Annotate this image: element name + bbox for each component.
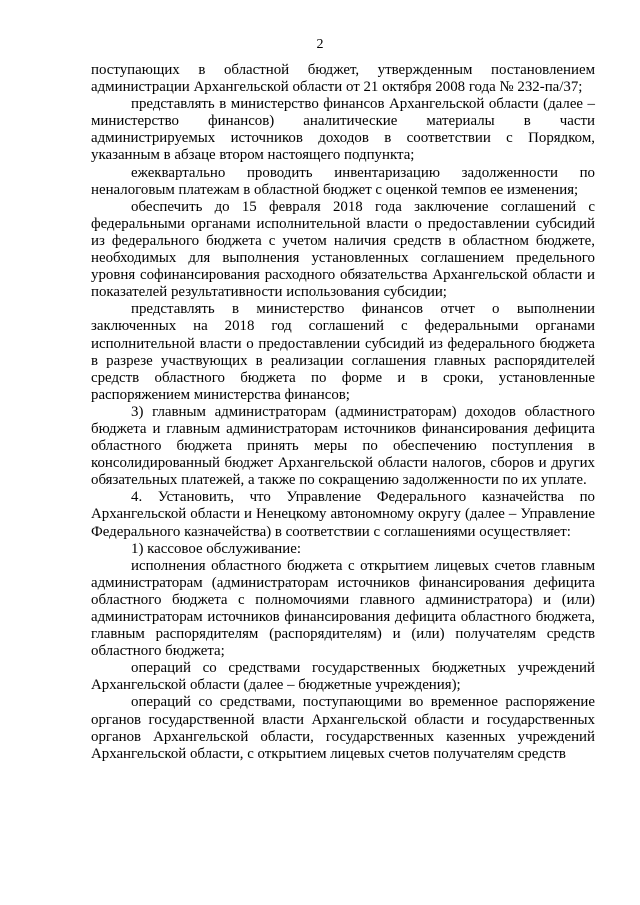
paragraph: обеспечить до 15 февраля 2018 года заключение соглашений с федеральными органами исполнительной власти о предоставлении субсидий из федерального бюджета с учетом наличия средств в областном бюджете, необходимых для выполнения установленных соглашением предельного уровня софинансирования расходного обязательства Архангельской области и показателей результативности использования субсидии; bbox=[91, 198, 595, 301]
paragraph: операций со средствами государственных бюджетных учреждений Архангельской области (далее – бюджетные учреждения); bbox=[91, 660, 595, 694]
paragraph: 1) кассовое обслуживание: bbox=[131, 540, 301, 557]
paragraph: ежеквартально проводить инвентаризацию задолженности по неналоговым платежам в областной бюджет с оценкой темпов ее изменения; bbox=[91, 164, 595, 198]
document-body bbox=[91, 62, 595, 763]
paragraph: представлять в министерство финансов Архангельской области (далее – министерство финансов) аналитические материалы в части администрируемых источников доходов в соответствии с Порядком, указанным в абзаце втором настоящего подпункта; bbox=[91, 96, 595, 164]
paragraph: представлять в министерство финансов отчет о выполнении заключенных на 2018 год соглашений с федеральными органами исполнительной власти о предоставлении субсидий из федерального бюджета в разрезе участвующих в реализации соглашения главных распорядителей средств областного бюджета по форме и в сроки, установленные распоряжением министерства финансов; bbox=[91, 301, 595, 403]
paragraph: 3) главным администраторам (администраторам) доходов областного бюджета и главным администраторам источников финансирования дефицита областного бюджета принять меры по обеспечению поступления в консолидированный бюджет Архангельской области налогов, сборов и других обязательных платежей, а также по сокращению задолженности по их уплате. bbox=[91, 403, 595, 489]
paragraph: исполнения областного бюджета с открытием лицевых счетов главным администраторам (администраторам источников финансирования дефицита областного бюджета с полномочиями главного администратора) и (или) администраторам источников финансирования дефицита областного бюджета, главным распорядителям (распорядителям) и (или) получателям средств областного бюджета; bbox=[91, 557, 595, 660]
paragraph: поступающих в областной бюджет, утвержденным постановлением администрации Архангельской области от 21 октября 2008 года № 232-па/37; bbox=[91, 62, 595, 96]
paragraph: операций со средствами, поступающими во временное распоряжение органов государственной власти Архангельской области и государственных органов Архангельской области, государственных казенных учреждений Архангельской области, с открытием лицевых счетов получателям средств bbox=[91, 694, 595, 762]
paragraph: 4. Установить, что Управление Федерального казначейства по Архангельской области и Ненецкому автономному округу (далее – Управление Федерального казначейства) в соответствии с соглашениями осуществляет: bbox=[91, 489, 595, 540]
page-number: 2 bbox=[316, 37, 324, 52]
